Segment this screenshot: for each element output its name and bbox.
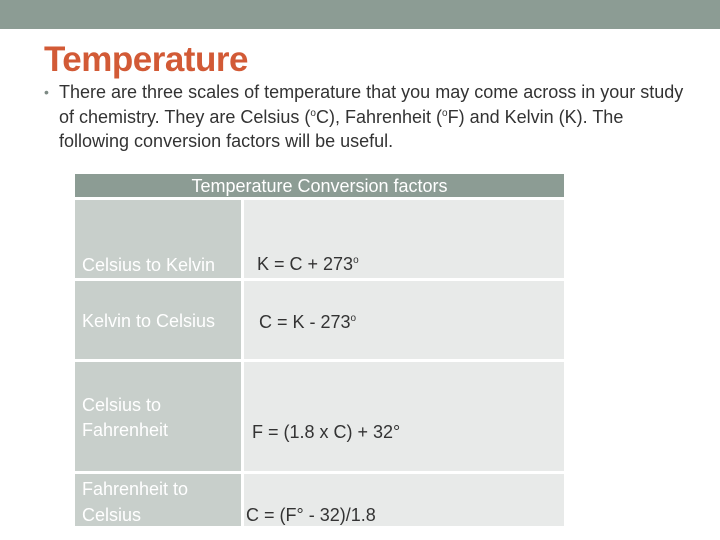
- row-label-cell: [75, 281, 244, 359]
- formula: C = K - 273: [259, 312, 351, 332]
- formula-text: F = (1.8 x C) + 32°: [252, 422, 401, 442]
- table-row: [75, 359, 564, 471]
- table-header: Temperature Conversion factors: [75, 174, 564, 197]
- row-value-cell: [244, 200, 564, 278]
- top-accent-line: [0, 29, 720, 31]
- row-value-cell: [244, 362, 564, 471]
- degree-sup: o: [353, 255, 359, 266]
- table-row: [75, 471, 564, 526]
- row-label-line2: Celsius: [82, 505, 142, 525]
- formula-text: C = (F° - 32)/1.8: [246, 505, 376, 525]
- row-label: Kelvin to Celsius: [82, 311, 216, 331]
- row-label-cell: [75, 474, 244, 526]
- row-label-line1: Fahrenheit to: [82, 479, 189, 499]
- table-row: [75, 278, 564, 359]
- formula-text: [257, 254, 359, 275]
- intro-text-part1: There are three scales of temperature that you may come across in your study of chemistry. They are Celsius (: [59, 82, 684, 127]
- conversion-table: [75, 174, 564, 526]
- row-value-cell: [244, 474, 564, 526]
- formula-text: [259, 312, 356, 333]
- row-label: Celsius to Kelvin: [82, 255, 216, 275]
- table-row: [75, 197, 564, 278]
- bullet-icon: •: [44, 84, 49, 100]
- row-label-line1: Celsius to: [82, 395, 162, 415]
- row-label-cell: [75, 200, 244, 278]
- degree-sup: o: [350, 313, 357, 324]
- degree-sup: o: [310, 107, 316, 119]
- row-label-cell: [75, 362, 244, 471]
- formula: K = C + 273: [257, 254, 354, 274]
- row-label-line2: Fahrenheit: [82, 420, 169, 440]
- intro-text-part3: F) and Kelvin (K). The following conversion factors will be useful.: [59, 106, 624, 151]
- intro-text: [59, 80, 684, 154]
- row-value-cell: [244, 281, 564, 359]
- degree-sup: o: [442, 107, 448, 119]
- intro-paragraph: [44, 80, 684, 154]
- top-bar: [0, 0, 720, 29]
- intro-text-part2: C), Fahrenheit (: [315, 106, 443, 127]
- slide-title: Temperature: [44, 40, 248, 79]
